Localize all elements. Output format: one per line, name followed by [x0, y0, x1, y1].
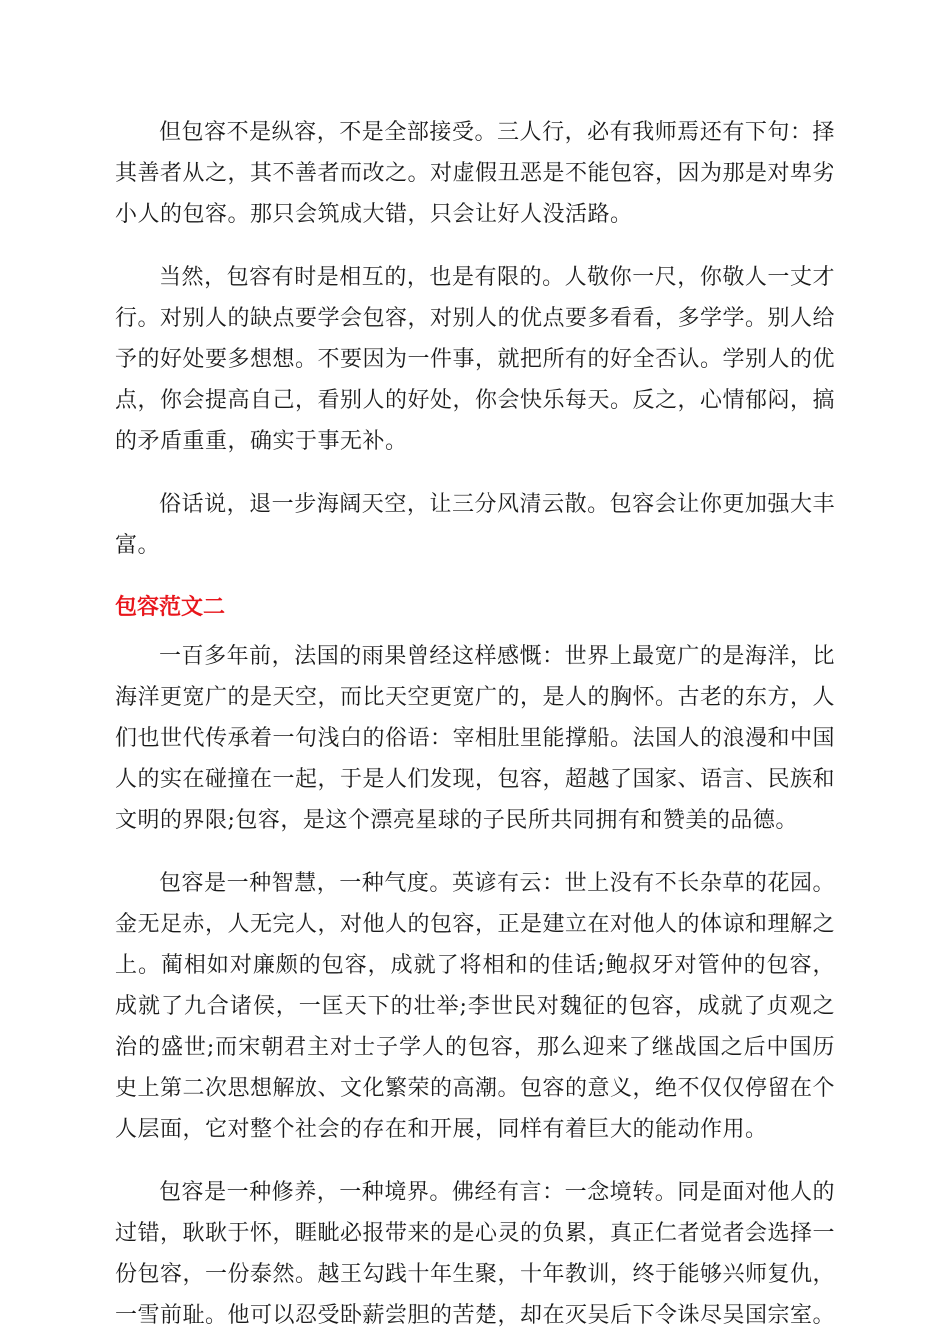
paragraph-wisdom-magnanimity: 包容是一种智慧，一种气度。英谚有云：世上没有不长杂草的花园。金无足赤，人无完人，对他人的包容，正是建立在对他人的体谅和理解之上。蔺相如对廉颇的包容，成就了将相和的佳话;鲍叔牙对管仲的包容，成就了九合诸侯，一匡天下的壮举;李世民对魏征的包容，成就了贞观之治的盛世;而宋朝君主对士子学人的包容，那么迎来了继战国之后中国历史上第二次思想解放、文化繁荣的高潮。包容的意义，绝不仅仅停留在个人层面，它对整个社会的存在和开展，同样有着巨大的能动作用。 [115, 871, 836, 1142]
paragraph-cultivation-realm: 包容是一种修养，一种境界。佛经有言：一念境转。同是面对他人的过错，耿耿于怀，睚眦必报带来的是心灵的负累，真正仁者觉者会选择一份包容，一份泰然。越王勾践十年生聚，十年教训，终于能够兴师复仇，一雪前耻。他可以忍受卧薪尝胆的苦楚，却在灭吴后下令诛尽吴国宗室。 [115, 1180, 836, 1328]
paragraph-proverb: 俗话说，退一步海阔天空，让三分风清云散。包容会让你更加强大丰富。 [115, 492, 835, 558]
paragraph-hugo-quote: 一百多年前，法国的雨果曾经这样感慨：世界上最宽广的是海洋，比海洋更宽广的是天空，而比天空更宽广的，是人的胸怀。古老的东方，人们也世代传承着一句浅白的俗语：宰相肚里能撑船。法国人的浪漫和中国人的实在碰撞在一起，于是人们发现，包容，超越了国家、语言、民族和文明的界限;包容，是这个漂亮星球的子民所共同拥有和赞美的品德。 [115, 644, 836, 833]
paragraph-tolerance-not-indulgence: 但包容不是纵容，不是全部接受。三人行，必有我师焉还有下句：择其善者从之，其不善者而改之。对虚假丑恶是不能包容，因为那是对卑劣小人的包容。那只会筑成大错，只会让好人没活路。 [115, 120, 836, 227]
section-heading: 包容范文二 [115, 595, 226, 620]
paragraph-tolerance-mutual-limited: 当然，包容有时是相互的，也是有限的。人敬你一尺，你敬人一丈才行。对别人的缺点要学会包容，对别人的优点要多看看，多学学。别人给予的好处要多想想。不要因为一件事，就把所有的好全否认。学别人的优点，你会提高自己，看别人的好处，你会快乐每天。反之，心情郁闷，搞的矛盾重重，确实于事无补。 [115, 265, 836, 454]
